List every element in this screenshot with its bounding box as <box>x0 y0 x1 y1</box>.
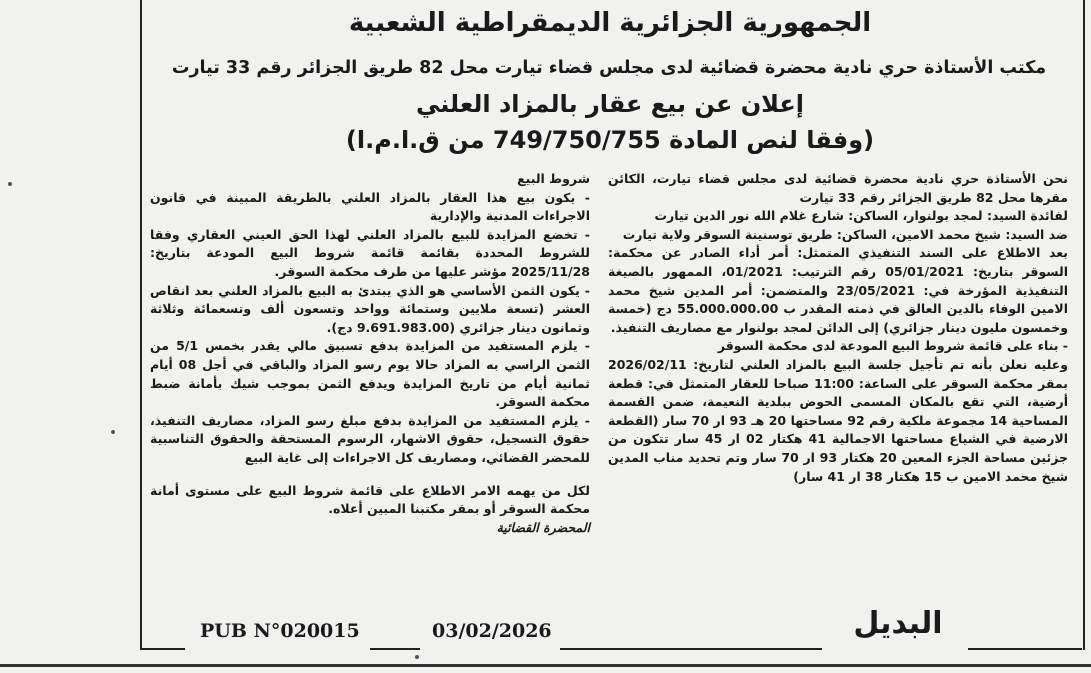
sale-condition-item: - يلزم المستفيد من المزايدة بدفع تسبيق مالي يقدر بخمس 5/1 من الثمن الراسي به المزاد حالا يوم رسو المزاد والباقي في أجل 08 أيام ثمانية أيام من تاريخ المزايدة ويدفع الثمن بموجب شيك بأمانة ضبط محكمة السوقر. <box>150 338 591 410</box>
sale-conditions-column <box>150 170 590 537</box>
publication-date: 03/02/2026 <box>432 620 552 642</box>
sale-condition-item: - يكون الثمن الأساسي هو الذي يبتدئ به البيع بالمزاد العلني بعد انقاص العشر (تسعة ملايين وستمائة وواحد وتسعون ألف وتسعمائة وثلاثة وثمانون دينار جزائري (9.691.983.00 دج). <box>150 282 590 335</box>
signature: المحضرة القضائية <box>496 519 590 535</box>
announcement-heading: إعلان عن بيع عقار بالمزاد العلني <box>415 90 805 118</box>
notice-paragraph: لفائدة السيد: لمجد بولنوار، الساكن: شارع غلام الله نور الدين تيارت <box>654 208 1068 224</box>
footer-rule <box>968 648 1082 650</box>
notice-paragraph: نحن الأستاذة حري نادية محضرة قضائية لدى مجلس قضاء تيارت، الكائن مقرها محل 82 طريق الجزائر رقم 33 تيارت <box>608 171 1068 205</box>
sale-conditions-heading: شروط البيع <box>517 171 590 186</box>
legal-reference-heading: (وفقا لنص المادة 749/750/755 من ق.ا.م.ا) <box>345 126 875 154</box>
notice-paragraph: بعد الاطلاع على السند التنفيذي المتمثل: أمر أداء الصادر عن محكمة: السوقر بتاريخ: 05/01/2021 رقم الترتيب: 01/2021، الممهور بالصيغة التنفيذية المؤرخة في: 23/05/2021 والمتضمن: أمر المدين شيخ محمد الامين الوفاء بالدين العالق في ذمته المقدر ب 55.000.000.00 دج (خمسة وخمسون مليون دينار جزائري) إلى الدائن لمجد بولنوار مع مصاريف التنفيذ. <box>608 245 1069 335</box>
scan-speck <box>111 430 115 434</box>
bailiff-office-line: مكتب الأستاذة حري نادية محضرة قضائية لدى مجلس قضاء تيارت محل 82 طريق الجزائر رقم 33 تيارت <box>171 58 1047 78</box>
footer-rule <box>140 648 185 650</box>
footer-rule <box>370 648 420 650</box>
sale-condition-item: - يلزم المستفيد من المزايدة بدفع مبلغ رسو المزاد، مصاريف التنفيذ، حقوق التسجيل، حقوق الاشهار، الرسوم المستحقة والحقوق التناسبية للمحضر القضائي، ومصاريف كل الاجراءات إلى غاية البيع <box>150 412 590 465</box>
notice-body-column <box>608 170 1068 486</box>
scan-speck <box>415 655 419 659</box>
republic-title: الجمهورية الجزائرية الديمقراطية الشعبية <box>348 8 872 38</box>
notice-paragraph: - بناء على قائمة شروط البيع المودعة لدى محكمة السوقر <box>717 338 1068 354</box>
sale-condition-item: لكل من يهمه الامر الاطلاع على قائمة شروط البيع على مستوى أمانة محكمة السوقر أو بمقر مكتبنا المبين أعلاه. <box>150 482 590 517</box>
page-bottom-line <box>0 664 1091 667</box>
scan-speck <box>8 182 12 186</box>
newspaper-name: البديل <box>853 606 943 641</box>
publication-number: PUB N°020015 <box>200 620 360 642</box>
sale-condition-item: - يكون بيع هذا العقار بالمزاد العلني بالطريقة المبينة في قانون الاجراءات المدنية والإدارية <box>150 189 590 224</box>
notice-paragraph: ضد السيد: شيخ محمد الامين، الساكن: طريق توسنينة السوقر ولاية تيارت <box>622 226 1068 242</box>
sale-condition-item: - تخضع المزايدة للبيع بالمزاد العلني لهذا الحق العيني العقاري وفقا للشروط المحددة بقائمة قائمة شروط البيع المودعة بتاريخ: 2025/11/28 مؤشر عليها من طرف محكمة السوقر. <box>150 226 590 279</box>
notice-paragraph: وعليه نعلن بأنه تم تأجيل جلسة البيع بالمزاد العلني لتاريخ: 2026/02/11 بمقر محكمة السوقر على الساعة: 11:00 صباحا للعقار المتمثل في: قطعة أرضية، التي تقع بالمكان المسمى الحوض ببلدية النعيمة، ضمن القسمة المساحية 14 مجموعة ملكية رقم 92 مساحتها 20 هـ 93 ار 70 سار (القطعة الارضية في الشياع مساحتها الاجمالية 41 هكتار 02 ار 45 سار تتكون من جزئين مساحة الجزء المعين 20 هكتار 93 ار 70 سار وتم تحديد مناب المدين شيخ محمد الامين ب 15 هكتار 38 ار 41 سار) <box>608 356 1069 484</box>
footer-rule <box>560 648 822 650</box>
